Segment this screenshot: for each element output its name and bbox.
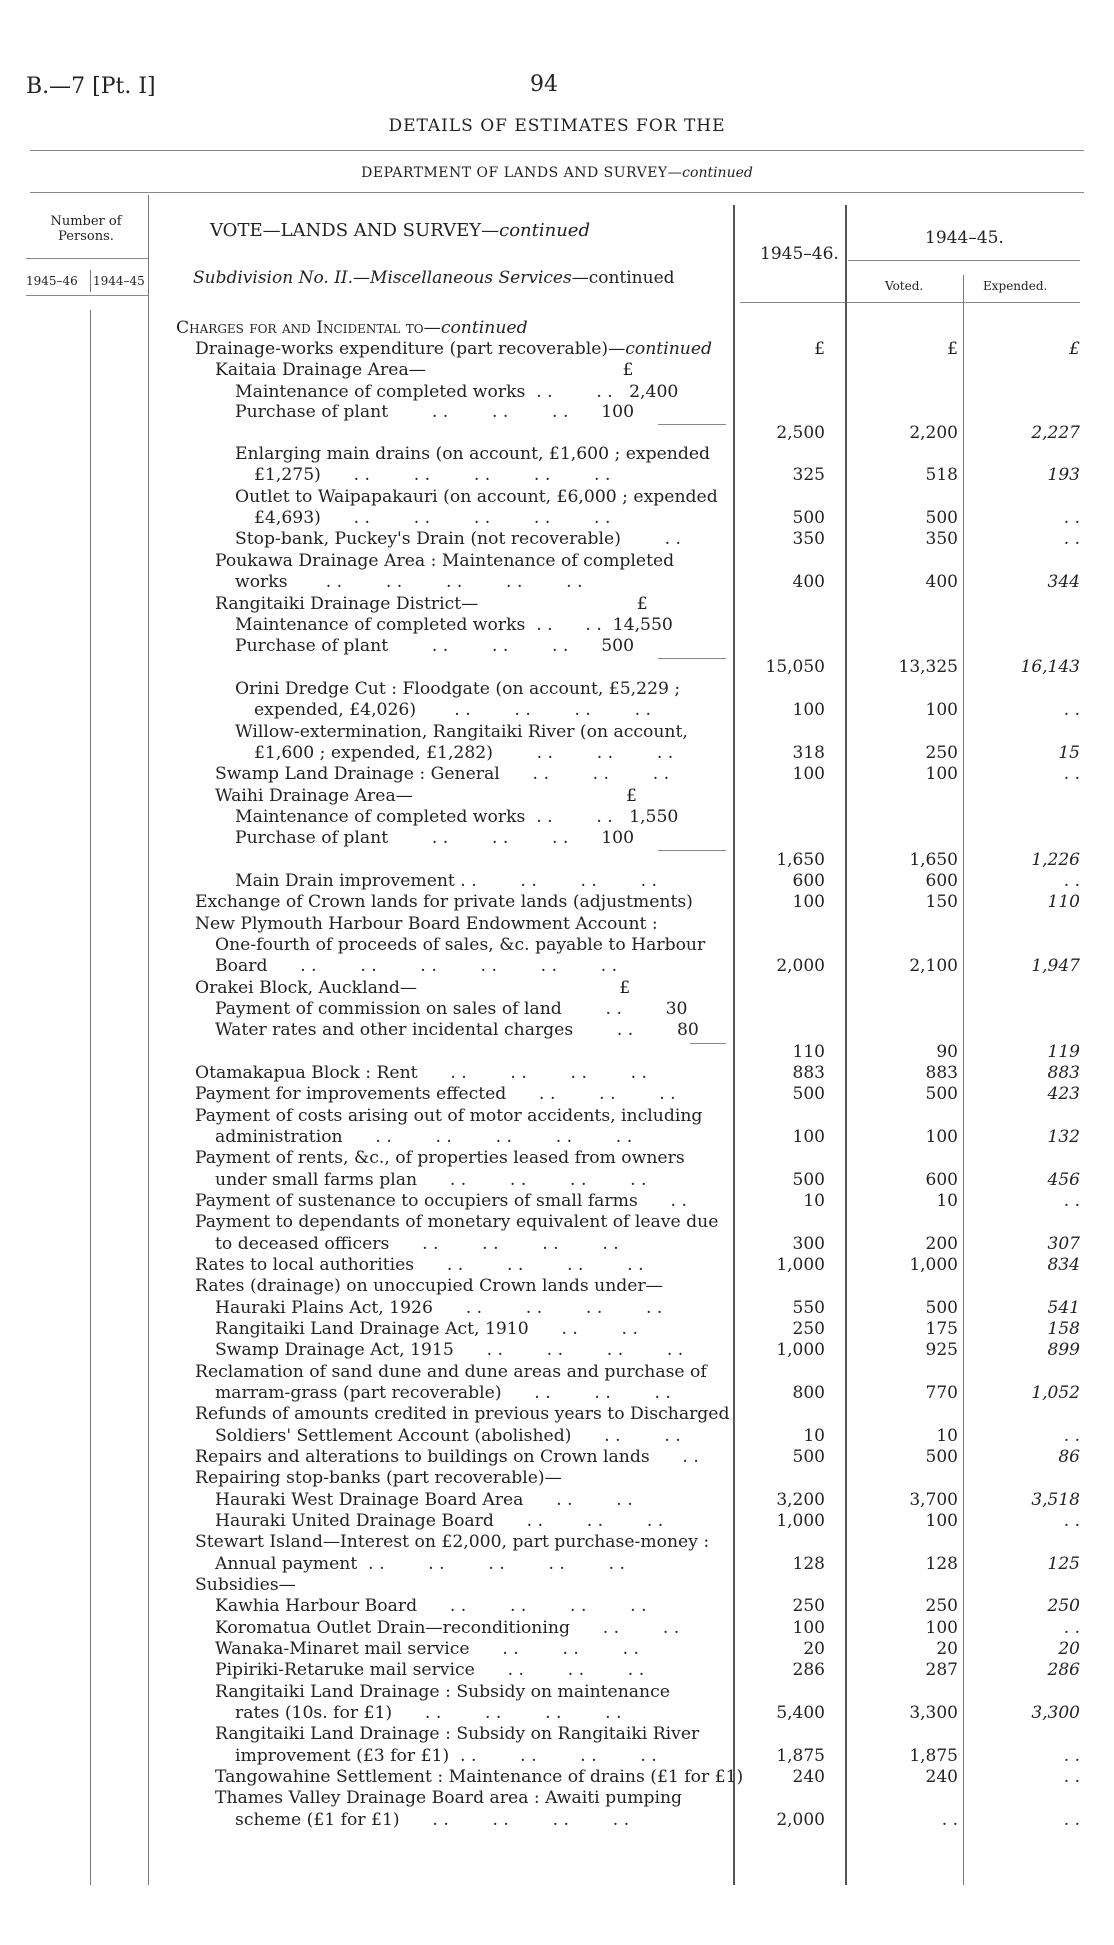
estimate-1945-46: 2,000 <box>776 956 825 976</box>
persons-rule <box>26 258 148 259</box>
item-line: Reclamation of sand dune and dune areas and purchase of <box>195 1362 707 1382</box>
expended-1944-45: 132 <box>1047 1127 1080 1147</box>
item-line: Swamp Land Drainage : General . . . . . . <box>215 764 670 784</box>
estimate-1945-46: 20 <box>803 1639 825 1659</box>
item-line: Payment of rents, &c., of properties leased from owners <box>195 1148 685 1168</box>
voted-1944-45: 3,300 <box>909 1703 958 1723</box>
expended-1944-45: £ <box>1069 339 1080 359</box>
voted-1944-45: 100 <box>925 1127 958 1147</box>
voted-1944-45: 150 <box>925 892 958 912</box>
item-line: Water rates and other incidental charges . . 80 <box>215 1020 699 1040</box>
voted-1944-45: 2,200 <box>909 423 958 443</box>
item-line: Hauraki West Drainage Board Area . . . . <box>215 1490 633 1510</box>
item-line: Purchase of plant . . . . . . 100 <box>235 402 635 422</box>
estimate-1945-46: 100 <box>792 700 825 720</box>
expended-1944-45: 1,052 <box>1031 1383 1080 1403</box>
expended-1944-45: 3,518 <box>1031 1490 1080 1510</box>
item-line: Payment of commission on sales of land . . 30 <box>215 999 688 1019</box>
voted-1944-45: 2,100 <box>909 956 958 976</box>
expended-1944-45: 250 <box>1047 1596 1080 1616</box>
voted-1944-45: 287 <box>925 1660 958 1680</box>
voted-1944-45: 100 <box>925 700 958 720</box>
voted-1944-45: 100 <box>925 1511 958 1531</box>
estimate-1945-46: 100 <box>792 1618 825 1638</box>
expended-1944-45: 1,947 <box>1031 956 1080 976</box>
estimate-1945-46: 318 <box>792 743 825 763</box>
voted-1944-45: 500 <box>925 1298 958 1318</box>
voted-1944-45: 600 <box>925 1170 958 1190</box>
expended-1944-45: 541 <box>1047 1298 1080 1318</box>
item-line: Kaitaia Drainage Area— £ <box>215 360 634 380</box>
expended-1944-45: . . <box>1063 508 1080 528</box>
estimate-1945-46: 250 <box>792 1596 825 1616</box>
item-line: scheme (£1 for £1) . . . . . . . . <box>235 1810 630 1830</box>
voted-1944-45: 20 <box>936 1639 958 1659</box>
item-line: Payment for improvements effected . . . . . . <box>195 1084 676 1104</box>
page-subtitle: DEPARTMENT OF LANDS AND SURVEY—continued <box>361 165 753 181</box>
item-line: expended, £4,026) . . . . . . . . <box>254 700 651 720</box>
voted-1944-45: 90 <box>936 1042 958 1062</box>
estimate-1945-46: 500 <box>792 1170 825 1190</box>
voted-1944-45: 500 <box>925 508 958 528</box>
item-line: Refunds of amounts credited in previous years to Discharged <box>195 1404 730 1424</box>
voted-1944-45: 518 <box>925 465 958 485</box>
expended-1944-45: 110 <box>1047 892 1080 912</box>
expended-1944-45: . . <box>1063 1618 1080 1638</box>
item-line: New Plymouth Harbour Board Endowment Account : <box>195 914 658 934</box>
estimate-1945-46: 128 <box>792 1554 825 1574</box>
item-line: Tangowahine Settlement : Maintenance of drains (£1 for £1) <box>215 1767 744 1787</box>
voted-1944-45: 10 <box>936 1191 958 1211</box>
expended-1944-45: 3,300 <box>1031 1703 1080 1723</box>
item-line: Maintenance of completed works . . . . 1,550 <box>235 807 679 827</box>
estimate-1945-46: 500 <box>792 1084 825 1104</box>
item-line: Payment to dependants of monetary equivalent of leave due <box>195 1212 719 1232</box>
item-line: Rates (drainage) on unoccupied Crown lands under— <box>195 1276 663 1296</box>
rangitaiki-subtotal-rule <box>658 658 726 659</box>
item-line: to deceased officers . . . . . . . . <box>215 1234 619 1254</box>
voted-1944-45: 500 <box>925 1447 958 1467</box>
year-1945-46-heading: 1945–46. <box>760 244 839 264</box>
title-rule <box>30 150 1084 151</box>
description-column-divider <box>733 205 735 1885</box>
item-line: rates (10s. for £1) . . . . . . . . <box>235 1703 622 1723</box>
expended-1944-45: 899 <box>1047 1340 1080 1360</box>
estimate-1945-46: 3,200 <box>776 1490 825 1510</box>
item-line: Payment of costs arising out of motor accidents, including <box>195 1106 703 1126</box>
item-line: Rangitaiki Land Drainage : Subsidy on maintenance <box>215 1682 670 1702</box>
estimate-1945-46: 100 <box>792 892 825 912</box>
expended-1944-45: 286 <box>1047 1660 1080 1680</box>
persons-heading: Number of Persons. <box>50 214 122 244</box>
item-line: Stewart Island—Interest on £2,000, part purchase-money : <box>195 1532 710 1552</box>
item-line: Poukawa Drainage Area : Maintenance of completed <box>215 551 675 571</box>
expended-1944-45: 456 <box>1047 1170 1080 1190</box>
subdivision-title: Subdivision No. II.—Miscellaneous Services—continued <box>193 268 675 288</box>
expended-1944-45: . . <box>1063 1191 1080 1211</box>
item-line: Payment of sustenance to occupiers of small farms . . <box>195 1191 687 1211</box>
item-line: marram-grass (part recoverable) . . . . . . <box>215 1383 671 1403</box>
item-line: Purchase of plant . . . . . . 100 <box>235 828 635 848</box>
voted-1944-45: 883 <box>925 1063 958 1083</box>
expended-1944-45: . . <box>1063 764 1080 784</box>
item-line: Purchase of plant . . . . . . 500 <box>235 636 635 656</box>
estimate-1945-46: 550 <box>792 1298 825 1318</box>
expended-1944-45: 344 <box>1047 572 1080 592</box>
item-line: Orini Dredge Cut : Floodgate (on account, £5,229 ; <box>235 679 681 699</box>
expended-1944-45: . . <box>1063 871 1080 891</box>
expended-1944-45: 883 <box>1047 1063 1080 1083</box>
expended-1944-45: 834 <box>1047 1255 1080 1275</box>
item-line: Soldiers' Settlement Account (abolished) . . . . <box>215 1426 681 1446</box>
expended-1944-45: . . <box>1063 1426 1080 1446</box>
voted-1944-45: 1,650 <box>909 850 958 870</box>
item-line: Wanaka-Minaret mail service . . . . . . <box>215 1639 639 1659</box>
item-line: £4,693) . . . . . . . . . . <box>254 508 611 528</box>
estimate-1945-46: 2,500 <box>776 423 825 443</box>
expended-1944-45: 20 <box>1058 1639 1080 1659</box>
item-line: Pipiriki-Retaruke mail service . . . . . . <box>215 1660 645 1680</box>
expended-1944-45: 16,143 <box>1020 657 1080 677</box>
voted-1944-45: 100 <box>925 1618 958 1638</box>
voted-1944-45: 770 <box>925 1383 958 1403</box>
item-line: improvement (£3 for £1) . . . . . . . . <box>235 1746 657 1766</box>
vote-title: VOTE—LANDS AND SURVEY—continued <box>210 220 590 241</box>
estimate-1945-46: 1,000 <box>776 1255 825 1275</box>
item-line: Outlet to Waipapakauri (on account, £6,000 ; expended <box>235 487 718 507</box>
item-line: Exchange of Crown lands for private lands (adjustments) <box>195 892 693 912</box>
estimate-1945-46: 883 <box>792 1063 825 1083</box>
persons-year-divider <box>90 270 91 292</box>
item-line: Koromatua Outlet Drain—reconditioning . . . . <box>215 1618 680 1638</box>
estimate-1945-46: 1,650 <box>776 850 825 870</box>
estimate-1945-46: 400 <box>792 572 825 592</box>
item-line: Charges for and Incidental to—continued <box>176 318 528 338</box>
expended-1944-45: 1,226 <box>1031 850 1080 870</box>
estimate-1945-46: 100 <box>792 1127 825 1147</box>
estimate-1945-46: 1,875 <box>776 1746 825 1766</box>
estimate-1945-46: 2,000 <box>776 1810 825 1830</box>
voted-1944-45: 175 <box>925 1319 958 1339</box>
item-line: Hauraki Plains Act, 1926 . . . . . . . . <box>215 1298 663 1318</box>
year-1944-45-heading: 1944–45. <box>925 228 1004 248</box>
voted-1944-45: 200 <box>925 1234 958 1254</box>
item-line: Rangitaiki Land Drainage : Subsidy on Rangitaiki River <box>215 1724 700 1744</box>
page-title: DETAILS OF ESTIMATES FOR THE <box>388 116 726 136</box>
voted-1944-45: 350 <box>925 529 958 549</box>
item-line: One-fourth of proceeds of sales, &c. payable to Harbour <box>215 935 706 955</box>
voted-1944-45: 250 <box>925 1596 958 1616</box>
expended-1944-45: 125 <box>1047 1554 1080 1574</box>
voted-1944-45: 925 <box>925 1340 958 1360</box>
voted-1944-45: 250 <box>925 743 958 763</box>
voted-1944-45: 10 <box>936 1426 958 1446</box>
estimate-1945-46: 350 <box>792 529 825 549</box>
expended-1944-45: . . <box>1063 1746 1080 1766</box>
voted-1944-45: 600 <box>925 871 958 891</box>
item-line: Orakei Block, Auckland— £ <box>195 978 631 998</box>
estimate-1945-46: 10 <box>803 1191 825 1211</box>
estimate-1945-46: 325 <box>792 465 825 485</box>
estimate-1945-46: 500 <box>792 508 825 528</box>
estimate-1945-46: 100 <box>792 764 825 784</box>
item-line: Main Drain improvement . . . . . . . . <box>235 871 657 891</box>
estimate-1945-46: 240 <box>792 1767 825 1787</box>
persons-inner-divider <box>90 310 91 1885</box>
item-line: Board . . . . . . . . . . . . <box>215 956 618 976</box>
item-line: Annual payment . . . . . . . . . . <box>215 1554 625 1574</box>
expended-1944-45: 86 <box>1058 1447 1080 1467</box>
estimate-1945-46: 15,050 <box>765 657 825 677</box>
voted-1944-45: . . <box>941 1810 958 1830</box>
item-line: Kawhia Harbour Board . . . . . . . . <box>215 1596 647 1616</box>
estimate-1945-46: £ <box>814 339 825 359</box>
waihi-subtotal-rule <box>658 850 726 851</box>
item-line: Repairs and alterations to buildings on Crown lands . . <box>195 1447 699 1467</box>
voted-1944-45: 1,000 <box>909 1255 958 1275</box>
item-line: Drainage-works expenditure (part recoverable)—continued <box>195 339 713 359</box>
item-line: Enlarging main drains (on account, £1,600 ; expended <box>235 444 711 464</box>
expended-1944-45: 193 <box>1047 465 1080 485</box>
estimate-1945-46: 110 <box>792 1042 825 1062</box>
item-line: Otamakapua Block : Rent . . . . . . . . <box>195 1063 648 1083</box>
item-line: Maintenance of completed works . . . . 2,400 <box>235 382 679 402</box>
item-line: Rangitaiki Drainage District— £ <box>215 594 648 614</box>
estimate-1945-46: 5,400 <box>776 1703 825 1723</box>
document-reference: B.—7 [Pt. I] <box>26 74 156 99</box>
expended-1944-45: . . <box>1063 1767 1080 1787</box>
voted-1944-45: 1,875 <box>909 1746 958 1766</box>
expended-1944-45: 119 <box>1047 1042 1080 1062</box>
expended-1944-45: 2,227 <box>1031 423 1080 443</box>
item-line: Rates to local authorities . . . . . . . . <box>195 1255 644 1275</box>
item-line: Hauraki United Drainage Board . . . . . . <box>215 1511 664 1531</box>
item-line: Swamp Drainage Act, 1915 . . . . . . . . <box>215 1340 684 1360</box>
expended-1944-45: 15 <box>1058 743 1080 763</box>
item-line: Thames Valley Drainage Board area : Awaiti pumping <box>215 1788 683 1808</box>
expended-1944-45: . . <box>1063 700 1080 720</box>
persons-year-1: 1945–46 <box>26 274 78 288</box>
heading-bottom-rule <box>740 302 1080 303</box>
expended-heading: Expended. <box>983 279 1048 293</box>
voted-heading: Voted. <box>885 279 924 293</box>
expended-1944-45: 158 <box>1047 1319 1080 1339</box>
estimate-1945-46: 1,000 <box>776 1511 825 1531</box>
item-line: Maintenance of completed works . . . . 14,550 <box>235 615 673 635</box>
expended-1944-45: 307 <box>1047 1234 1080 1254</box>
voted-1944-45: 500 <box>925 1084 958 1104</box>
expended-1944-45: . . <box>1063 1511 1080 1531</box>
estimate-column-divider <box>845 205 847 1885</box>
year-split-rule <box>848 260 1080 261</box>
item-line: Stop-bank, Puckey's Drain (not recoverable) . . <box>235 529 682 549</box>
persons-column-divider <box>148 195 149 1885</box>
estimate-1945-46: 250 <box>792 1319 825 1339</box>
expended-1944-45: 423 <box>1047 1084 1080 1104</box>
estimate-1945-46: 300 <box>792 1234 825 1254</box>
orakei-subtotal-rule <box>690 1043 726 1044</box>
item-line: Willow-extermination, Rangitaiki River (on account, <box>235 722 688 742</box>
voted-column-divider <box>963 275 964 1885</box>
estimate-1945-46: 10 <box>803 1426 825 1446</box>
voted-1944-45: 13,325 <box>898 657 958 677</box>
item-line: under small farms plan . . . . . . . . <box>215 1170 647 1190</box>
estimate-1945-46: 500 <box>792 1447 825 1467</box>
page-number: 94 <box>530 72 558 97</box>
item-line: Rangitaiki Land Drainage Act, 1910 . . . . <box>215 1319 638 1339</box>
subtitle-rule <box>30 192 1084 193</box>
kaitaia-subtotal-rule <box>658 424 726 425</box>
item-line: administration . . . . . . . . . . <box>215 1127 633 1147</box>
item-line: Subsidies— <box>195 1575 296 1595</box>
voted-1944-45: 100 <box>925 764 958 784</box>
voted-1944-45: 3,700 <box>909 1490 958 1510</box>
estimate-1945-46: 800 <box>792 1383 825 1403</box>
item-line: £1,275) . . . . . . . . . . <box>254 465 611 485</box>
expended-1944-45: . . <box>1063 529 1080 549</box>
voted-1944-45: 400 <box>925 572 958 592</box>
voted-1944-45: 240 <box>925 1767 958 1787</box>
voted-1944-45: £ <box>947 339 958 359</box>
item-line: Repairing stop-banks (part recoverable)— <box>195 1468 562 1488</box>
voted-1944-45: 128 <box>925 1554 958 1574</box>
estimate-1945-46: 286 <box>792 1660 825 1680</box>
item-line: works . . . . . . . . . . <box>235 572 583 592</box>
item-line: Waihi Drainage Area— £ <box>215 786 637 806</box>
persons-bottom-rule <box>26 295 148 296</box>
item-line: £1,600 ; expended, £1,282) . . . . . . <box>254 743 674 763</box>
estimate-1945-46: 1,000 <box>776 1340 825 1360</box>
persons-year-2: 1944–45 <box>93 274 145 288</box>
expended-1944-45: . . <box>1063 1810 1080 1830</box>
estimate-1945-46: 600 <box>792 871 825 891</box>
